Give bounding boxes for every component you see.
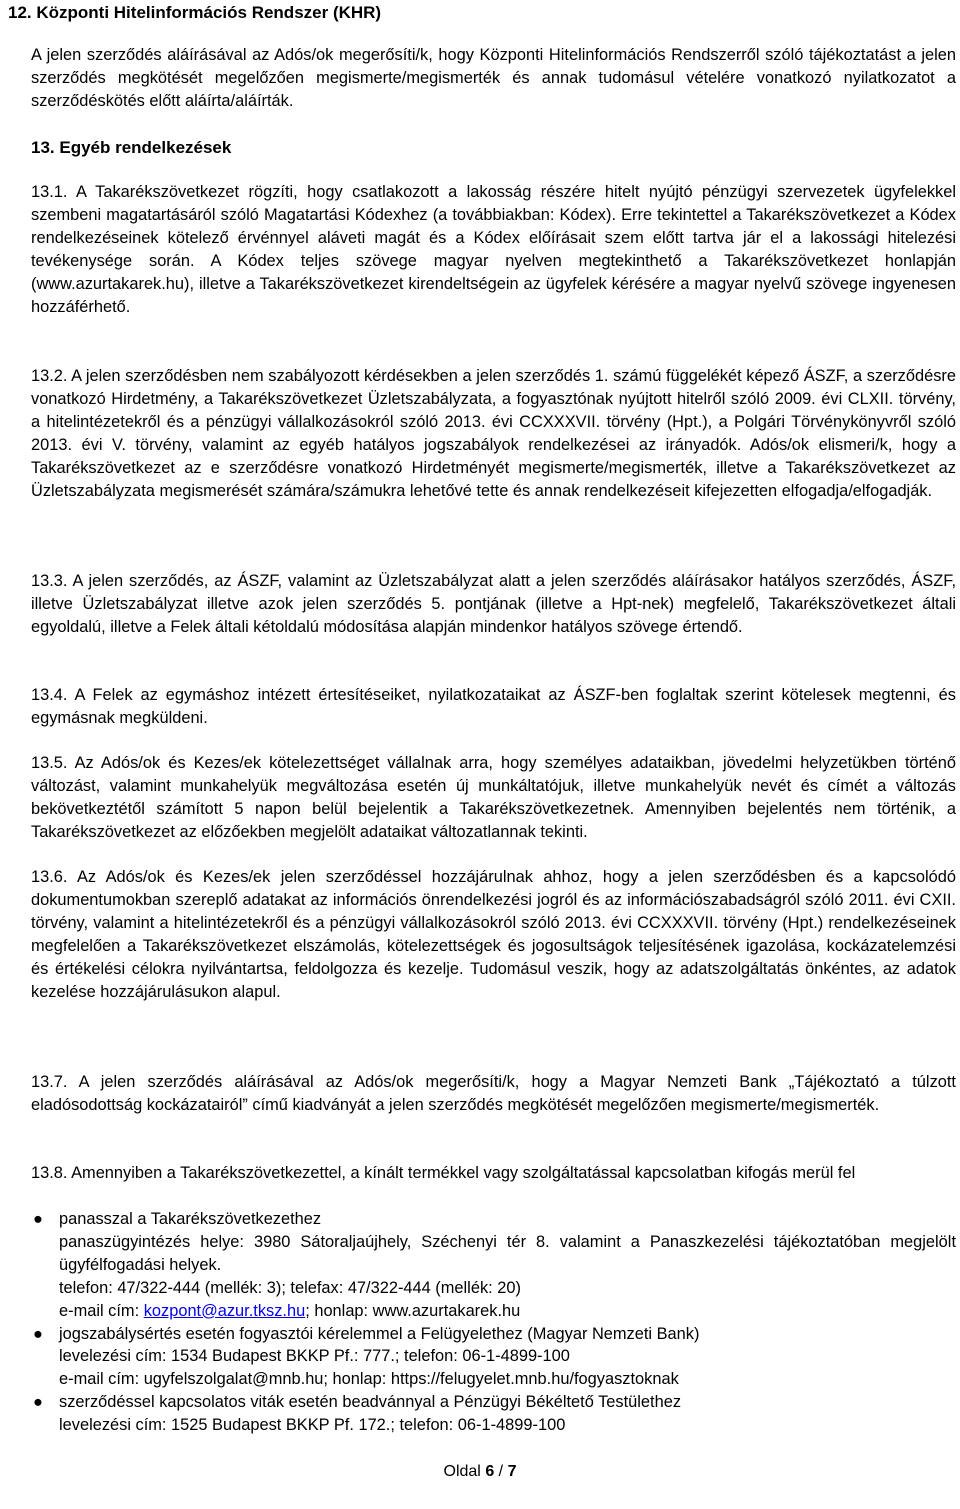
list-item-line: levelezési cím: 1525 Budapest BKKP Pf. 172.; telefon: 06-1-4899-100 — [59, 1416, 566, 1435]
total-pages-number: 7 — [507, 1463, 517, 1480]
section-13-heading: 13. Egyéb rendelkezések — [31, 138, 232, 157]
email-prefix: e-mail cím: — [59, 1301, 144, 1320]
paragraph-13-6: 13.6. Az Adós/ok és Kezes/ek jelen szerződéssel hozzájárulnak ahhoz, hogy a jelen szerződésben és a kapcsolódó dokumentumokban szereplő adatakat az információs önrendelkezési jogról és az információszabadságról szóló 2011. évi CXII. törvény, valamint a hitelintézetekről és a pénzügyi vállalkozásokról szóló 2013. évi CCXXXVII. törvény (Hpt.) rendelkezéseinek megfelelően a Takarékszövetkezet elszámolás, kötelezettségek és jogosultságok teljesítésének igazolása, kockázatelemzési és értékelési célokra nyilvántartsa, feldolgozza és kezelje. Tudomásul veszik, hogy az adatszolgáltatás önkéntes, az adatok kezelése hozzájárulásukon alapul. — [31, 868, 956, 1001]
paragraph-13-5: 13.5. Az Adós/ok és Kezes/ek kötelezettséget vállalnak arra, hogy személyes adataikban, jövedelmi helyzetükben történő változást, valamint munkahelyük megváltozása esetén új munkáltatójuk, illetve munkahelyük nevét és címét a változás bekövetkeztétől számított 5 napon belül bejelentik a Takarékszövetkezetnek. Amennyiben bejelentés nem történik, a Takarékszövetkezet az előzőekben megjelölt adataikat változatlannak tekinti. — [31, 754, 956, 841]
email-suffix: ; honlap: www.azurtakarek.hu — [305, 1301, 521, 1320]
complaint-channels-list — [31, 1208, 956, 1437]
page-label: Oldal — [443, 1463, 481, 1480]
list-item-line: panasszal a Takarékszövetkezethez — [59, 1210, 322, 1228]
paragraph-13-2: 13.2. A jelen szerződésben nem szabályozott kérdésekben a jelen szerződés 1. számú függelékét képező ÁSZF, a szerződésre vonatkozó Hirdetmény, a Takarékszövetkezet Üzletszabályzata, a fogyasztónak nyújtott hitelről szóló 2009. évi CLXII. törvény, a hitelintézetekről és a pénzügyi vállalkozásokról szóló 2013. évi CCXXXVII. törvény (Hpt.), a Polgári Törvénykönyvről szóló 2013. évi V. törvény, valamint az egyéb hatályos jogszabályok rendelkezései az irányadók. Adós/ok elismeri/k, hogy a Takarékszövetkezet az e szerződésre vonatkozó Hirdetményét megismerte/megismerték, illetve a Takarékszövetkezet az Üzletszabályzata megismerését számára/számukra lehetővé tette és annak rendelkezéseit kifejezetten elfogadja/elfogadják. — [31, 367, 956, 500]
list-item — [31, 1208, 956, 1323]
list-item-line: telefon: 47/322-444 (mellék: 3); telefax: 47/322-444 (mellék: 20) — [59, 1278, 521, 1297]
section-12-heading: 12. Központi Hitelinformációs Rendszer (KHR) — [8, 3, 382, 22]
list-item — [31, 1391, 956, 1437]
paragraph-13-1: 13.1. A Takarékszövetkezet rögzíti, hogy csatlakozott a lakosság részére hitelt nyújtó pénzügyi szervezetek ügyfelekkel szembeni magatartásáról szóló Magatartási Kódexhez (a továbbiakban: Kódex). Erre tekintettel a Takarékszövetkezet a Kódex rendelkezéseinek kötelező érvénnyel aláveti magát és a Kódex előírásait szem előtt tartva jár el a lakossági hitelezési tevékenysége során. A Kódex teljes szövege magyar nyelven megtekinthető a Takarékszövetkezet honlapján (www.azurtakarek.hu), illetve a Takarékszövetkezet kirendeltségein az ügyfelek kérésére a magyar nyelvű szövege ingyenesen hozzáférhető. — [31, 183, 956, 316]
section-12-text: A jelen szerződés aláírásával az Adós/ok megerősíti/k, hogy Központi Hitelinformációs Rendszerről szóló tájékoztatást a jelen szerződés megkötését megelőzően megismerte/megismerték és annak tudomásul vételére vonatkozó nyilatkozatot a szerződéskötés előtt aláírta/aláírták. — [31, 46, 956, 110]
bullet-icon: ● — [33, 1393, 43, 1412]
paragraph-13-4: 13.4. A Felek az egymáshoz intézett értesítéseiket, nyilatkozataikat az ÁSZF-ben foglaltak szerint kötelesek megtenni, és egymásnak megküldeni. — [31, 686, 956, 727]
paragraph-13-8: 13.8. Amennyiben a Takarékszövetkezettel, a kínált termékkel vagy szolgáltatással kapcsolatban kifogás merül fel — [31, 1164, 856, 1182]
list-item — [31, 1323, 956, 1392]
list-item-line: szerződéssel kapcsolatos viták esetén beadvánnyal a Pénzügyi Békéltető Testülethez — [59, 1393, 682, 1412]
bullet-icon: ● — [33, 1210, 43, 1228]
paragraph-13-7: 13.7. A jelen szerződés aláírásával az Adós/ok megerősíti/k, hogy a Magyar Nemzeti Bank „Tájékoztató a túlzott eladósodottság kockázatairól” című kiadványát a jelen szerződés megkötését megelőzően megismerte/megismerték. — [31, 1073, 956, 1114]
list-item-line: panaszügyintézés helye: 3980 Sátoraljaújhely, Széchenyi tér 8. valamint a Panaszkezelési tájékoztatóban megjelölt ügyfélfogadási helyek. — [59, 1232, 956, 1274]
list-item-line: jogszabálysértés esetén fogyasztói kérelemmel a Felügyelethez (Magyar Nemzeti Bank) — [59, 1324, 700, 1343]
list-item-line: levelezési cím: 1534 Budapest BKKP Pf.: 777.; telefon: 06-1-4899-100 — [59, 1347, 570, 1366]
list-item-line: e-mail cím: ugyfelszolgalat@mnb.hu; honlap: https://felugyelet.mnb.hu/fogyasztoknak — [59, 1370, 679, 1389]
email-link[interactable]: kozpont@azur.tksz.hu — [143, 1301, 306, 1320]
paragraph-13-3: 13.3. A jelen szerződés, az ÁSZF, valamint az Üzletszabályzat alatt a jelen szerződés aláírásakor hatályos szerződés, ÁSZF, illetve Üzletszabályzat illetve azok jelen szerződés 5. pontjának (illetve a Hpt-nek) megfelelő, Takarékszövetkezet általi egyoldalú, illetve a Felek általi kétoldalú módosítása alapján mindenkor hatályos szövege értendő. — [31, 572, 956, 636]
email-line — [59, 1300, 956, 1323]
current-page-number: 6 — [485, 1463, 495, 1480]
page-footer — [0, 1462, 960, 1482]
bullet-icon: ● — [33, 1324, 43, 1343]
page-separator: / — [498, 1463, 504, 1480]
